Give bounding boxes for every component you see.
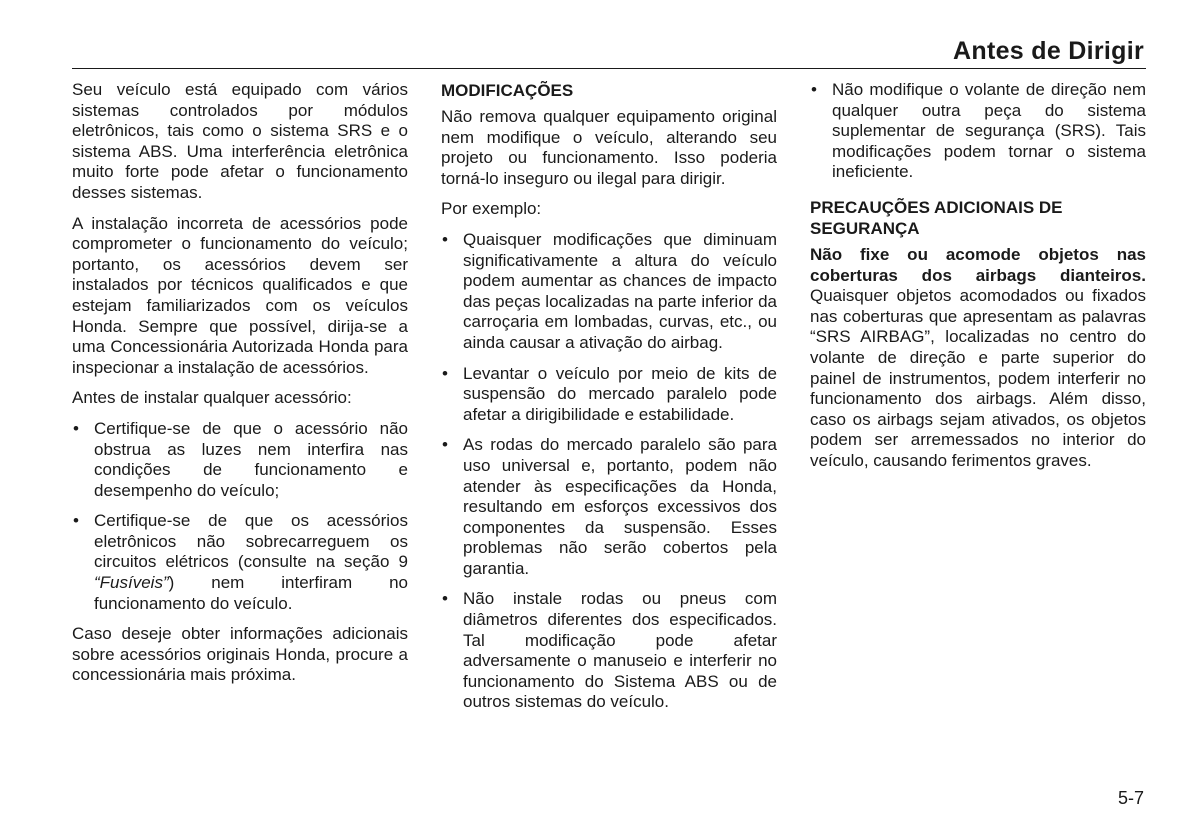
steering-list xyxy=(810,80,1146,183)
modifications-list xyxy=(441,230,777,713)
list-item: • Levantar o veículo por meio de kits de suspensão do mercado paralelo pode afetar a dirigibilidade e estabilidade. xyxy=(441,364,777,426)
airbag-warning-bold: Não fixe ou acomode objetos nas coberturas dos airbags dianteiros. xyxy=(810,244,1146,285)
header-rule xyxy=(72,68,1146,69)
list-item: • Quaisquer modificações que diminuam significativamente a altura do veículo podem aumentar as chances de impacto das peças localizadas na parte inferior da carroçaria em lombadas, curvas, etc., ou ainda causar a ativação do airbag. xyxy=(441,230,777,354)
paragraph-accessory-installation: A instalação incorreta de acessórios pode comprometer o funcionamento do veículo; portanto, os acessórios devem ser instalados por técnicos qualificados e que estejam familiarizados com os veículos Honda. Sempre que possível, dirija-se a uma Concessionária Autorizada Honda para inspecionar a instalação de acessórios. xyxy=(72,213,408,377)
column-left xyxy=(72,80,408,696)
fuses-reference: “Fusíveis” xyxy=(94,573,169,593)
paragraph-electronic-systems: Seu veículo está equipado com vários sistemas controlados por módulos eletrônicos, tais como o sistema SRS e o sistema ABS. Uma interferência eletrônica muito forte pode afetar o funcionamento desses sistemas. xyxy=(72,80,408,202)
list-item-text: Certifique-se de que os acessórios eletrônicos não sobrecarreguem os circuitos elétricos (consulte na seção 9 xyxy=(94,511,408,572)
airbag-warning-text: Quaisquer objetos acomodados ou fixados nas coberturas que apresentam as palavras “SRS AIRBAG”, localizadas no centro do volante de direção e parte superior do painel de instrumentos, podem interferir no funcionamento dos airbags. Além disso, caso os airbags sejam ativados, os objetos podem ser arremessados no interior do veículo, causando ferimentos graves. xyxy=(810,286,1146,470)
paragraph-airbag-covers xyxy=(810,245,1146,472)
list-item: • Certifique-se de que o acessório não obstrua as luzes nem interfira nas condições de funcionamento e desempenho do veículo; xyxy=(72,419,408,501)
list-item-text: ) nem interfiram no funcionamento do veículo. xyxy=(94,573,408,613)
page-title: Antes de Dirigir xyxy=(953,37,1144,65)
section-heading-modifications: MODIFICAÇÕES xyxy=(441,81,574,100)
list-item: • Não modifique o volante de direção nem qualquer outra peça do sistema suplementar de segurança (SRS). Tais modificações podem tornar o sistema ineficiente. xyxy=(810,80,1146,183)
list-item xyxy=(72,511,408,614)
paragraph-modifications: Não remova qualquer equipamento original nem modifique o veículo, alterando seu projeto ou funcionamento. Isso poderia torná-lo inseguro ou ilegal para dirigir. xyxy=(441,107,777,188)
paragraph-example: Por exemplo: xyxy=(441,199,542,219)
page-number: 5-7 xyxy=(1117,788,1144,808)
list-item: • As rodas do mercado paralelo são para uso universal e, portanto, podem não atender às especificações da Honda, resultando em esforços excessivos dos componentes da suspensão. Esses problemas não serão cobertos pela garantia. xyxy=(441,435,777,579)
list-item: • Não instale rodas ou pneus com diâmetros diferentes dos especificados. Tal modificação pode afetar adversamente o manuseio e interferir no funcionamento do Sistema ABS ou de outros sistemas do veículo. xyxy=(441,589,777,713)
paragraph-more-info: Caso deseje obter informações adicionais sobre acessórios originais Honda, procure a concessionária mais próxima. xyxy=(72,624,408,685)
accessory-checklist xyxy=(72,419,408,614)
paragraph-before-installing: Antes de instalar qualquer acessório: xyxy=(72,388,352,408)
column-right xyxy=(810,80,1146,482)
section-heading-safety: PRECAUÇÕES ADICIONAIS DE SEGURANÇA xyxy=(810,197,1063,238)
column-middle xyxy=(441,80,777,723)
